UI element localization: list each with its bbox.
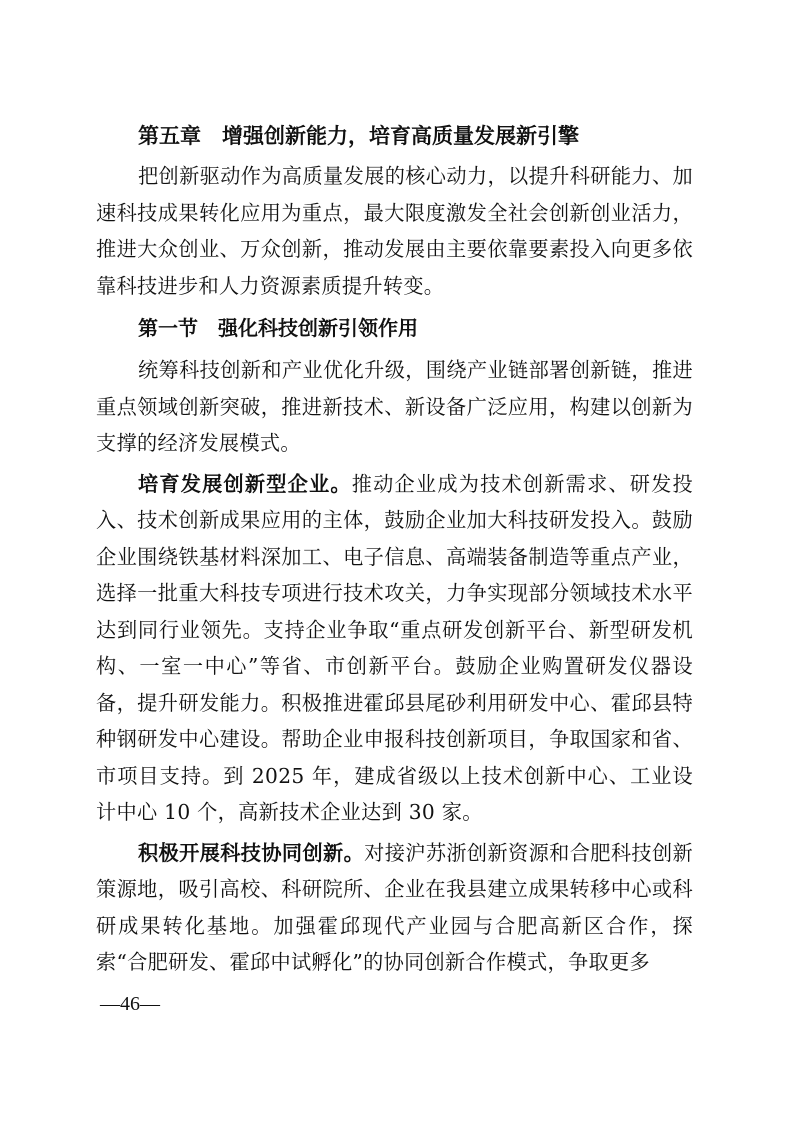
page-content — [96, 118, 693, 985]
paragraph-innovative-enterprises — [96, 466, 693, 831]
section-title: 第一节 强化科技创新引领作用 — [138, 316, 418, 340]
chapter-intro-paragraph: 把创新驱动作为高质量发展的核心动力，以提升科研能力、加速科技成果转化应用为重点，最大限度激发全社会创新创业活力，推进大众创业、万众创新，推动发展由主要依靠要素投入向更多依靠科技进步和人力资源素质提升转变。 — [96, 164, 693, 298]
paragraph-collaborative-innovation — [96, 835, 693, 981]
paragraph-lead-heading: 培育发展创新型企业。 — [138, 471, 352, 496]
paragraph-body: 对接沪苏浙创新资源和合肥科技创新策源地，吸引高校、科研院所、企业在我县建立成果转移中心或科研成果转化基地。加强霍邱现代产业园与合肥高新区合作，探索“合肥研发、霍邱中试孵化”的协同创新合作模式，争取更多 — [96, 840, 693, 974]
chapter-title: 第五章 增强创新能力，培育高质量发展新引擎 — [138, 124, 579, 148]
paragraph-body: 推动企业成为技术创新需求、研发投入、技术创新成果应用的主体，鼓励企业加大科技研发投入。鼓励企业围绕铁基材料深加工、电子信息、高端装备制造等重点产业，选择一批重大科技专项进行技术攻关，力争实现部分领域技术水平达到同行业领先。支持企业争取“重点研发创新平台、新型研发机构、一室一中心”等省、市创新平台。鼓励企业购置研发仪器设备，提升研发能力。积极推进霍邱县尾砂利用研发中心、霍邱县特种钢研发中心建设。帮助企业申报科技创新项目，争取国家和省、市项目支持。到 2025 年，建成省级以上技术创新中心、工业设计中心 10 个，高新技术企业达到 30 家。 — [96, 471, 693, 824]
page-number: —46— — [100, 993, 160, 1015]
section-intro-paragraph: 统筹科技创新和产业优化升级，围绕产业链部署创新链，推进重点领域创新突破，推进新技术、新设备广泛应用，构建以创新为支撑的经济发展模式。 — [96, 358, 693, 455]
paragraph-lead-heading: 积极开展科技协同创新。 — [138, 840, 365, 865]
